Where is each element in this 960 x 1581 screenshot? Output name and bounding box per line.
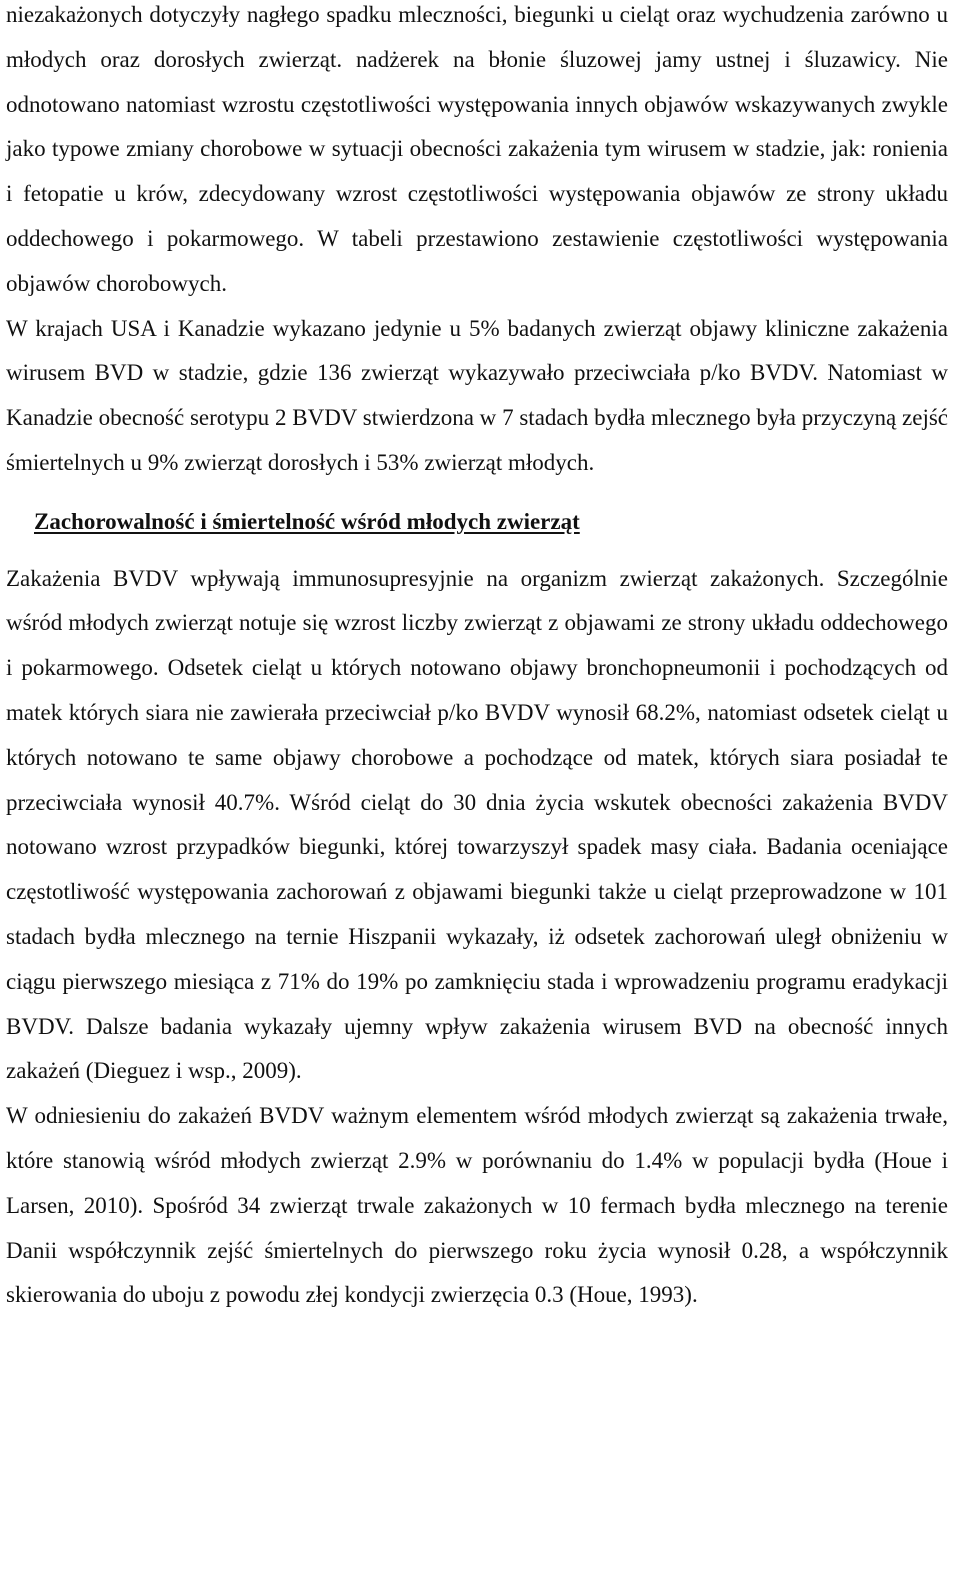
paragraph-usa-canada: W krajach USA i Kanadzie wykazano jedynie u 5% badanych zwierząt objawy kliniczne zakażenia wirusem BVD w stadzie, gdzie 136 zwierząt wykazywało przeciwciała p/ko BVDV. Natomiast w Kanadzie obecność serotypu 2 BVDV stwierdzona w 7 stadach bydła mlecznego była przyczyną zejść śmiertelnych u 9% zwierząt dorosłych i 53% zwierząt młodych. xyxy=(6,315,948,475)
paragraph-persistent-infections: W odniesieniu do zakażeń BVDV ważnym elementem wśród młodych zwierząt są zakażenia trwałe, które stanowią wśród młodych zwierząt 2.9% w porównaniu do 1.4% w populacji bydła (Houe i Larsen, 2010). Spośród 34 zwierząt trwale zakażonych w 10 fermach bydła mlecznego na terenie Danii współczynnik zejść śmiertelnych do pierwszego roku życia wynosił 0.28, a współczynnik skierowania do uboju z powodu złej kondycji zwierzęcia 0.3 (Houe, 1993). xyxy=(6,1103,948,1308)
paragraph-symptoms: niezakażonych dotyczyły nagłego spadku mleczności, biegunki u cieląt oraz wychudzenia zarówno u młodych oraz dorosłych zwierząt. nadżerek na błonie śluzowej jamy ustnej i śluzawicy. Nie odnotowano natomiast wzrostu częstotliwości występowania innych objawów wskazywanych zwykle jako typowe zmiany chorobowe w sytuacji obecności zakażenia tym wirusem w stadzie, jak: ronienia i fetopatie u krów, zdecydowany wzrost częstotliwości występowania objawów ze strony układu oddechowego i pokarmowego. W tabeli przestawiono zestawienie częstotliwości występowania objawów chorobowych. xyxy=(6,2,948,296)
paragraph-immunosuppression: Zakażenia BVDV wpływają immunosupresyjnie na organizm zwierząt zakażonych. Szczególnie wśród młodych zwierząt notuje się wzrost liczby zwierząt z objawami ze strony układu oddechowego i pokarmowego. Odsetek cieląt u których notowano objawy bronchopneumonii i pochodzących od matek których siara nie zawierała przeciwciał p/ko BVDV wynosił 68.2%, natomiast odsetek cieląt u których notowano te same objawy chorobowe a pochodzące od matek, których siara posiadał te przeciwciała wynosił 40.7%. Wśród cieląt do 30 dnia życia wskutek obecności zakażenia BVDV notowano wzrost przypadków biegunki, której towarzyszył spadek masy ciała. Badania oceniające częstotliwość występowania zachorowań z objawami biegunki także u cieląt przeprowadzone w 101 stadach bydła mlecznego na ternie Hiszpanii wykazały, iż odsetek zachorowań uległ obniżeniu w ciągu pierwszego miesiąca z 71% do 19% po zamknięciu stada i wprowadzeniu programu eradykacji BVDV. Dalsze badania wykazały ujemny wpływ zakażenia wirusem BVD na obecność innych zakażeń (Dieguez i wsp., 2009). xyxy=(6,565,948,1084)
section-heading xyxy=(6,500,948,545)
section-heading-text: Zachorowalność i śmiertelność wśród młodych zwierząt xyxy=(34,508,580,534)
document-page xyxy=(6,0,948,1318)
